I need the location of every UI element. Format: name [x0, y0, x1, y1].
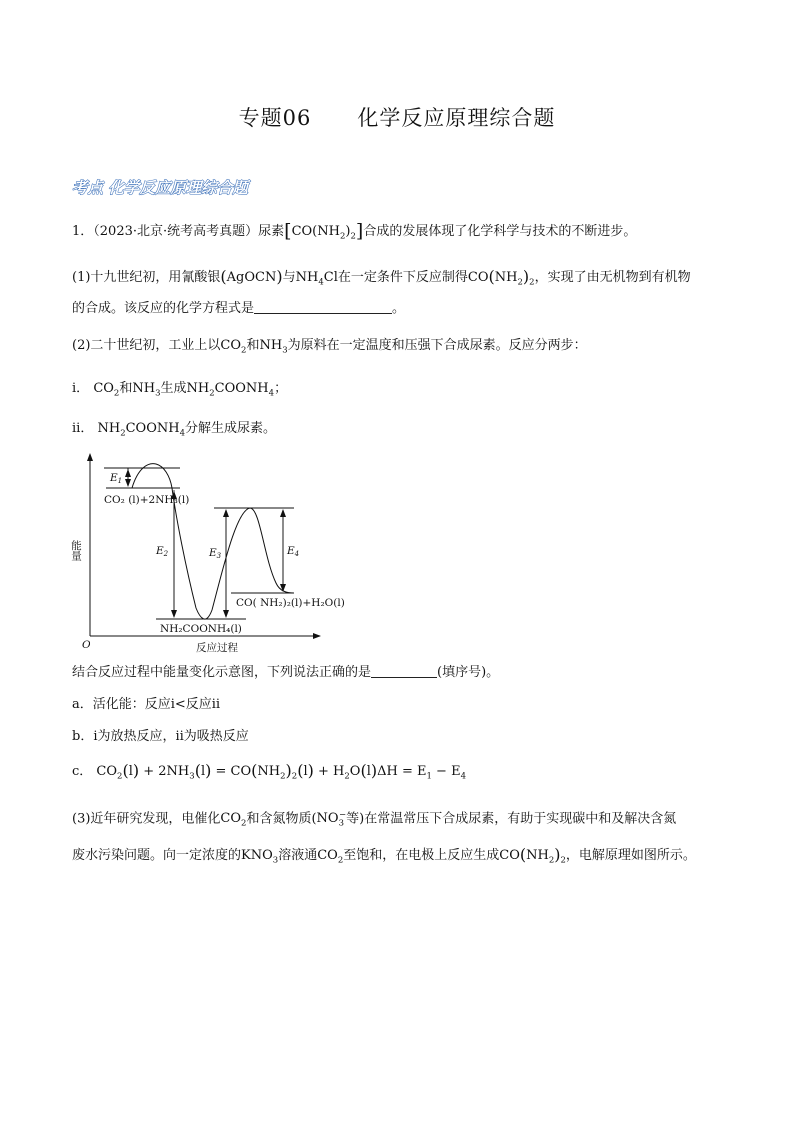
option-a: a．活化能：反应ⅰ<反应ⅱ	[72, 697, 221, 712]
energy-curve	[132, 464, 294, 619]
reactants-label: CO₂ (l)+2NH₃(l)	[104, 494, 190, 506]
part2-intro: (2)二十世纪初，工业上以$CO_2$和$NH_3$为原料在一定温度和压强下合成尿素。反应分两步：	[72, 338, 587, 356]
part3-line2: 废水污染问题。向一定浓度的$KNO_3$溶液通$CO_2$至饱和，在电极上反应生成$CO(NH_2)_2$，电解原理如图所示。	[72, 845, 696, 866]
option-b: b．ⅰ为放热反应，ⅱ为吸热反应	[72, 729, 249, 744]
answer-blank-2[interactable]	[371, 665, 437, 678]
part1-line1: (1)十九世纪初，用氰酸银(AgOCN)与$NH_4Cl$在一定条件下反应制得$CO(NH_2)_2$，实现了由无机物到有机物	[72, 267, 691, 288]
answer-blank-1[interactable]	[254, 301, 392, 314]
y-axis-label: 能量	[70, 540, 82, 561]
e1-label: E1	[110, 472, 123, 485]
products-label: CO( NH₂)₂(l)+H₂O(l)	[236, 597, 345, 609]
diagram-question: 结合反应过程中能量变化示意图，下列说法正确的是 (填序号)。	[72, 665, 500, 680]
part3-line1: (3)近年研究发现，电催化$CO_2$和含氮物质($NO_3^-$等)在常温常压下合成尿素，有助于实现碳中和及解决含氮	[72, 810, 677, 829]
option-c: c． $CO_2(l) + 2NH_3(l) = CO(NH_2)_2(l) + H_2O(l)\Delta H = E_1 - E_4$	[72, 761, 466, 782]
x-axis-label: 反应过程	[196, 642, 238, 654]
origin-label: O	[82, 639, 91, 651]
section-heading: 考点 化学反应原理综合题	[72, 179, 248, 197]
question-intro: 1．（2023·北京·统考高考真题）尿素$[CO(NH_2)_2]$合成的发展体现了化学科学与技术的不断进步。	[72, 220, 637, 242]
part1-line2: 的合成。该反应的化学方程式是 。	[72, 301, 406, 316]
e2-label: E2	[156, 545, 169, 558]
intermediate-label: NH₂COONH₄(l)	[160, 623, 242, 635]
e4-label: E4	[287, 545, 300, 558]
e3-label: E3	[209, 547, 222, 560]
page-title: 专题06 化学反应原理综合题	[238, 106, 556, 130]
energy-diagram	[70, 448, 345, 658]
step-2: ⅱ． $NH_2COONH_4$分解生成尿素。	[72, 421, 277, 439]
step-1: ⅰ． $CO_2$和$NH_3$生成$NH_2COONH_4$；	[72, 381, 288, 399]
